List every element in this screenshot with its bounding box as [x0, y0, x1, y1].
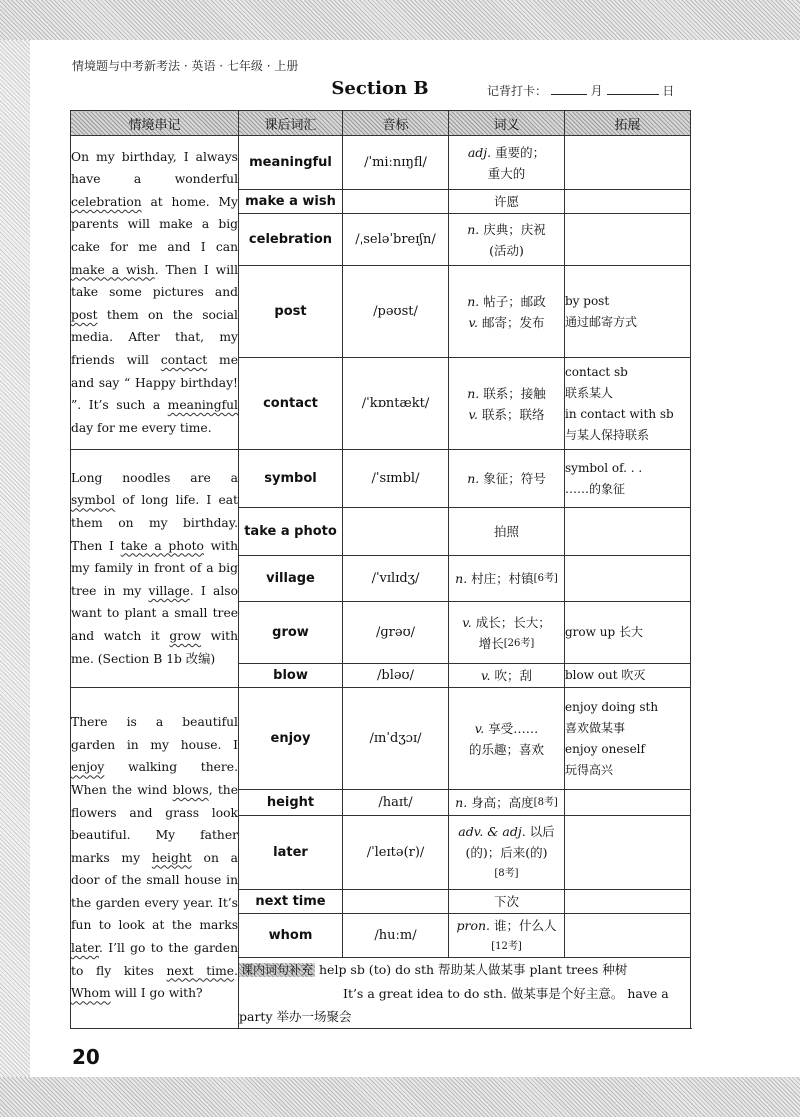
meaning: adj. 重要的； 重大的 [449, 136, 565, 190]
meaning: n. 象征；符号 [449, 450, 565, 508]
keyword: enjoy [71, 760, 105, 775]
exam-count: [26考] [503, 637, 535, 649]
extension: enjoy doing sth 喜欢做某事 enjoy oneself 玩得高兴 [565, 688, 691, 790]
vocab-word: next time [239, 890, 343, 914]
exam-count: [8考] [494, 868, 519, 879]
checkin-label: 记背打卡： [487, 84, 548, 98]
phonetic: /ˈmiːnɪŋfl/ [343, 136, 449, 190]
keyword: village [148, 583, 190, 598]
col-header-extension: 拓展 [565, 111, 691, 136]
keyword: meaningful [167, 398, 238, 413]
phonetic: /ˈleɪtə(r)/ [343, 816, 449, 890]
keyword: symbol [71, 493, 116, 508]
col-header-meaning: 词义 [449, 111, 565, 136]
vocab-word: make a wish [239, 190, 343, 214]
meaning: n. 庆典；庆祝 (活动) [449, 214, 565, 266]
passage-1: On my birthday, I always have a wonderful celebration at home. My parents will make a big cake for me and I can make a wish. Then I will take some pictures and post them on the social media. After that, my friends will contact me and say “ Happy birthday! ”. It’s such a meaningful day for me every time. [71, 136, 239, 450]
extension [565, 190, 691, 214]
keyword: take a photo [120, 538, 204, 553]
vocab-table [70, 110, 691, 1029]
phonetic: /bləʊ/ [343, 664, 449, 688]
extension: symbol of. . . ……的象征 [565, 450, 691, 508]
vocab-word: grow [239, 602, 343, 664]
scan-border-bottom [0, 1077, 800, 1117]
extension [565, 816, 691, 890]
vocab-word: whom [239, 914, 343, 958]
table-row [71, 136, 691, 190]
phonetic: /ˌseləˈbreɪʃn/ [343, 214, 449, 266]
phonetic: /ˈsɪmbl/ [343, 450, 449, 508]
meaning: n. 村庄；村镇[6考] [449, 556, 565, 602]
phonetic: /huːm/ [343, 914, 449, 958]
day-label: 日 [662, 84, 675, 98]
extension: by post 通过邮寄方式 [565, 266, 691, 358]
meaning: v. 吹；刮 [449, 664, 565, 688]
table-row [71, 450, 691, 508]
vocab-word: take a photo [239, 508, 343, 556]
extension: contact sb 联系某人 in contact with sb 与某人保持联系 [565, 358, 691, 450]
phonetic: /haɪt/ [343, 790, 449, 816]
keyword: blows [172, 782, 209, 797]
keyword: Whom [71, 986, 111, 1001]
extension [565, 556, 691, 602]
keyword: post [71, 307, 98, 322]
phonetic [343, 190, 449, 214]
vocab-word: enjoy [239, 688, 343, 790]
table-header-row [71, 111, 691, 136]
meaning: n. 联系；接触 v. 联系；联络 [449, 358, 565, 450]
phonetic: /ɡrəʊ/ [343, 602, 449, 664]
keyword: celebration [71, 194, 142, 209]
vocab-word: meaningful [239, 136, 343, 190]
phonetic: /ˈvɪlɪdʒ/ [343, 556, 449, 602]
month-blank [551, 84, 587, 95]
extension [565, 790, 691, 816]
exam-count: [12考] [491, 940, 522, 952]
phonetic: /pəʊst/ [343, 266, 449, 358]
section-title: Section B [331, 78, 429, 99]
keyword: next time [166, 963, 235, 978]
keyword: later [71, 941, 100, 956]
exam-count: [8考] [533, 797, 558, 808]
vocab-word: blow [239, 664, 343, 688]
extension: grow up 长大 [565, 602, 691, 664]
meaning: v. 成长；长大； 增长[26考] [449, 602, 565, 664]
vocab-word: height [239, 790, 343, 816]
meaning: 许愿 [449, 190, 565, 214]
supplement-cell [239, 958, 691, 1029]
supplement-line-2: It’s a great idea to do sth. 做某事是个好主意。 have a party 举办一场聚会 [239, 986, 669, 1024]
phonetic [343, 890, 449, 914]
scan-border-top [0, 0, 800, 40]
passage-3: There is a beautiful garden in my house. I enjoy walking there. When the wind blows, the flowers and grass look beautiful. My father marks my height on a door of the small house in the garden every year. It’s fun to look at the marks later. I’ll go to the garden to fly kites next time. Whom will I go with? [71, 688, 239, 1029]
book-title: 情境题与中考新考法 · 英语 · 七年级 · 上册 [72, 59, 299, 73]
supplement-line-1: help sb (to) do sth 帮助某人做某事 plant trees 种树 [319, 962, 628, 977]
phonetic: /ˈkɒntækt/ [343, 358, 449, 450]
month-label: 月 [590, 84, 603, 98]
vocab-word: contact [239, 358, 343, 450]
scan-border-left [0, 40, 30, 1077]
col-header-vocab: 课后词汇 [239, 111, 343, 136]
extension [565, 136, 691, 190]
vocab-word: later [239, 816, 343, 890]
supplement-tag: 课内词句补充 [241, 963, 314, 977]
meaning: adv. & adj. 以后 (的)；后来(的) [8考] [449, 816, 565, 890]
meaning: n. 帖子；邮政 v. 邮寄；发布 [449, 266, 565, 358]
keyword: height [151, 850, 192, 865]
keyword: make a wish [71, 262, 155, 277]
table-row [71, 688, 691, 790]
phonetic [343, 508, 449, 556]
col-header-context: 情境串记 [71, 111, 239, 136]
extension [565, 890, 691, 914]
meaning: n. 身高；高度[8考] [449, 790, 565, 816]
vocab-word: village [239, 556, 343, 602]
meaning: 下次 [449, 890, 565, 914]
extension: blow out 吹灭 [565, 664, 691, 688]
passage-2: Long noodles are a symbol of long life. I eat them on my birthday. Then I take a photo with my family in front of a big tree in my village. I also want to plant a small tree and watch it grow with me. (Section B 1b 改编) [71, 450, 239, 688]
day-blank [607, 84, 659, 95]
keyword: grow [169, 628, 202, 643]
page-number: 20 [72, 1045, 100, 1069]
vocab-word: symbol [239, 450, 343, 508]
exam-count: [6考] [533, 573, 558, 584]
checkin-line [487, 82, 674, 99]
vocab-word: celebration [239, 214, 343, 266]
extension [565, 914, 691, 958]
keyword: contact [160, 352, 208, 367]
vocab-word: post [239, 266, 343, 358]
col-header-phonetic: 音标 [343, 111, 449, 136]
extension [565, 214, 691, 266]
extension [565, 508, 691, 556]
meaning: 拍照 [449, 508, 565, 556]
meaning: v. 享受…… 的乐趣；喜欢 [449, 688, 565, 790]
phonetic: /ɪnˈdʒɔɪ/ [343, 688, 449, 790]
meaning: pron. 谁；什么人 [12考] [449, 914, 565, 958]
